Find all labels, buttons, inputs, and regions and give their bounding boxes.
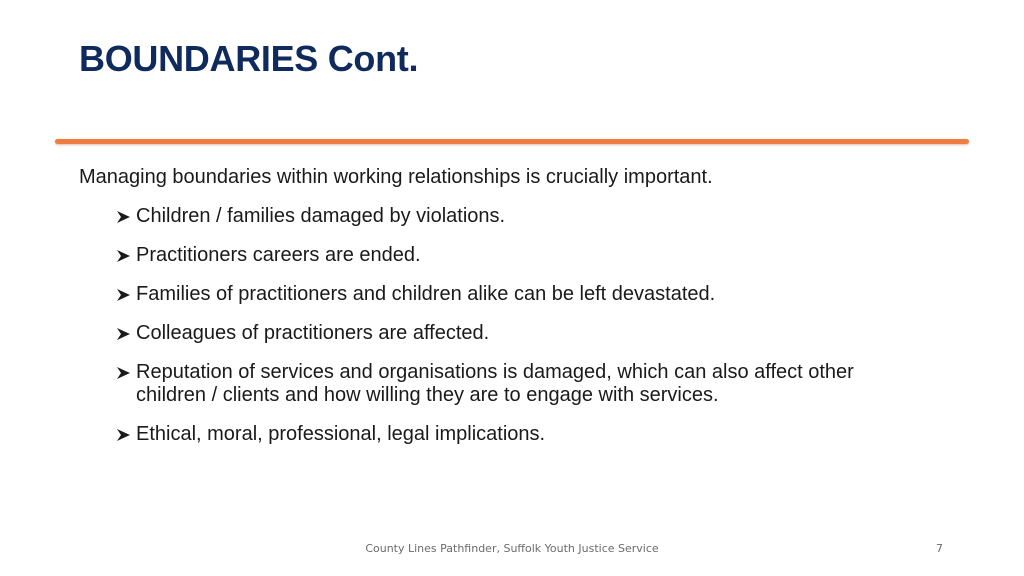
slide-title: BOUNDARIES Cont.	[79, 38, 419, 79]
list-item	[116, 322, 916, 345]
bullet-list	[116, 205, 916, 462]
arrowhead-bullet-icon	[116, 244, 136, 267]
bullet-text: Practitioners careers are ended.	[136, 244, 421, 266]
bullet-text: Families of practitioners and children alike can be left devastated.	[136, 283, 716, 305]
slide-footer: County Lines Pathfinder, Suffolk Youth Justice Service	[365, 542, 659, 555]
arrowhead-bullet-icon	[116, 361, 136, 384]
bullet-text: Colleagues of practitioners are affected.	[136, 322, 490, 344]
page-number: 7	[936, 542, 943, 555]
arrowhead-bullet-icon	[116, 423, 136, 446]
title-divider	[55, 139, 969, 144]
list-item	[116, 361, 916, 407]
list-item	[116, 244, 916, 267]
bullet-text: Ethical, moral, professional, legal implications.	[136, 423, 546, 445]
bullet-text: Reputation of services and organisations is damaged, which can also affect other children / clients and how willing they are to engage with services.	[136, 361, 854, 406]
arrowhead-bullet-icon	[116, 205, 136, 228]
arrowhead-bullet-icon	[116, 322, 136, 345]
list-item	[116, 423, 916, 446]
intro-text: Managing boundaries within working relationships is crucially important.	[79, 166, 713, 188]
list-item	[116, 205, 916, 228]
list-item	[116, 283, 916, 306]
bullet-text: Children / families damaged by violations.	[136, 205, 506, 227]
arrowhead-bullet-icon	[116, 283, 136, 306]
